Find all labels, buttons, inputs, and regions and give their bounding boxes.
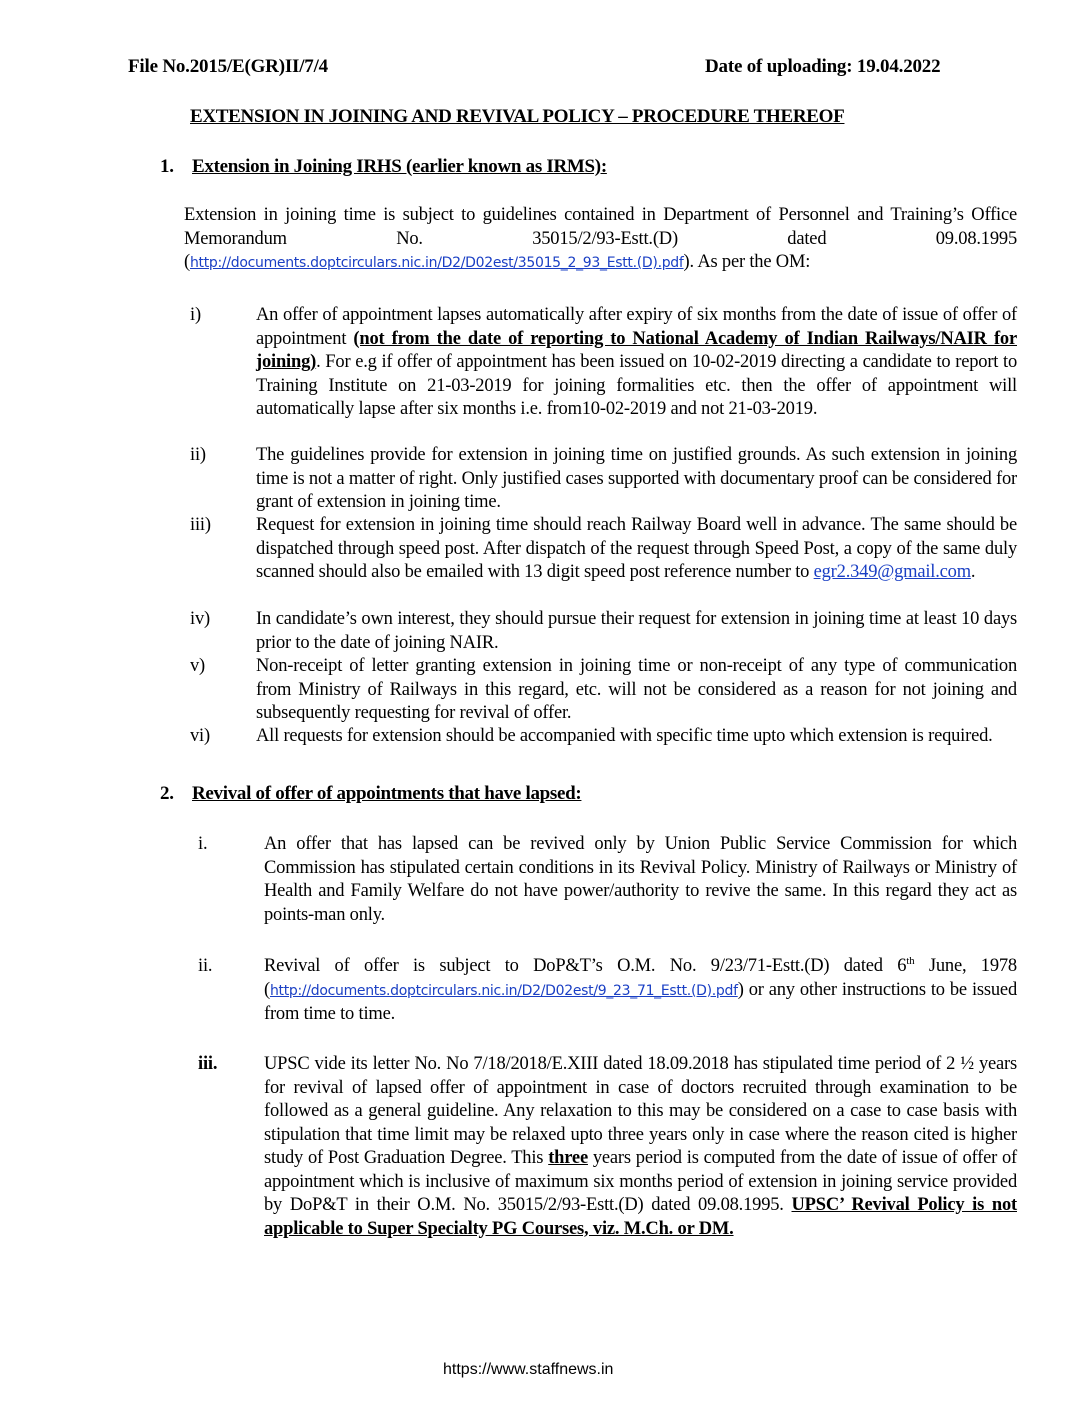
item-marker: iii. bbox=[198, 1054, 218, 1074]
om-link-35015[interactable]: http://documents.doptcirculars.nic.in/D2/D02est/35015_2_93_Estt.(D).pdf bbox=[189, 255, 684, 271]
list-item bbox=[190, 304, 1017, 422]
item-text: In candidate’s own interest, they should pursue their request for extension in joining time at least 10 days prior to the date of joining NAIR. bbox=[256, 609, 1017, 653]
item-marker: ii) bbox=[190, 445, 206, 465]
intro-tail: ). As per the OM: bbox=[683, 252, 811, 272]
list-item bbox=[190, 655, 1017, 726]
emphasis-text: (not from the date of reporting to National Academy of Indian Railways/NAIR for joining) bbox=[256, 328, 1017, 372]
footer-url: https://www.staffnews.in bbox=[443, 1361, 614, 1378]
item-text: Revival of offer is subject to DoP&T’s O.M. No. 9/23/71-Estt.(D) dated 6 bbox=[264, 956, 907, 976]
item-text: June, 1978 ( bbox=[264, 956, 1017, 1000]
item-text: UPSC vide its letter No. No 7/18/2018/E.XIII dated 18.09.2018 has stipulated time period of 2 ½ years for revival of lapsed offer of appointment in case of doctors recruited through examination to be followed as a general guideline. Any relaxation to this may be considered on a case to case basis with stipulation that time limit may be relaxed upto three years only in case where the reason cited is higher study of Post Graduation Degree. This bbox=[264, 1054, 1017, 1168]
intro-text: Extension in joining time is subject to guidelines contained in Department of Personnel and Training’s Office Memorandum No. 35015/2/93-Estt.(D) dated 09.08.1995 ( bbox=[184, 205, 1017, 272]
section-1-intro bbox=[184, 204, 1017, 276]
file-number: File No.2015/E(GR)II/7/4 bbox=[128, 56, 328, 77]
item-text: ) or any other instructions to be issued from time to time. bbox=[264, 979, 1017, 1024]
list-item bbox=[190, 1053, 1017, 1241]
item-text: years period is computed from the date of issue of offer of appointment which is inclusive of maximum six months period of extension in joining service provided by DoP&T in their O.M. No. 35015/2/93-Estt.(D) dated 09.08.1995. bbox=[264, 1148, 1017, 1215]
list-item bbox=[190, 608, 1017, 655]
item-marker: ii. bbox=[198, 956, 213, 976]
list-item bbox=[190, 725, 1017, 749]
item-text: Non-receipt of letter granting extension in joining time or non-receipt of any type of communication from Ministry of Railways in this regard, etc. will not be considered as a reason for not joining and subsequently requesting for revival of offer. bbox=[256, 656, 1017, 723]
emphasis-word: three bbox=[548, 1148, 588, 1168]
section-2-heading bbox=[160, 783, 581, 805]
item-text: . For e.g if offer of appointment has been issued on 10-02-2019 directing a candidate to report to Training Institute on 21-03-2019 for joining formalities etc. then the offer of appointment will automatically lapse after six months i.e. from10-02-2019 and not 21-03-2019. bbox=[256, 352, 1017, 419]
item-text: The guidelines provide for extension in joining time on justified grounds. As such extension in joining time is not a matter of right. Only justified cases supported with documentary proof can be considered for grant of extension in joining time. bbox=[256, 445, 1017, 512]
item-marker: i. bbox=[198, 834, 208, 854]
item-text: All requests for extension should be accompanied with specific time upto which extension is required. bbox=[256, 726, 993, 746]
superscript: th bbox=[906, 954, 915, 967]
item-marker: v) bbox=[190, 656, 206, 676]
section-title: Revival of offer of appointments that have lapsed: bbox=[192, 783, 582, 804]
item-marker: iii) bbox=[190, 515, 211, 535]
item-marker: iv) bbox=[190, 609, 210, 629]
list-item bbox=[190, 514, 1017, 585]
item-marker: vi) bbox=[190, 726, 210, 746]
section-number: 1. bbox=[160, 156, 174, 177]
document-title: EXTENSION IN JOINING AND REVIVAL POLICY – PROCEDURE THEREOF bbox=[190, 106, 845, 127]
item-marker: i) bbox=[190, 305, 201, 325]
emphasis-tail: UPSC’ Revival Policy is not applicable to Super Specialty PG Courses, viz. M.Ch. or DM. bbox=[264, 1195, 1017, 1239]
list-item bbox=[190, 955, 1017, 1027]
item-text: Request for extension in joining time should reach Railway Board well in advance. The same should be dispatched through speed post. After dispatch of the request through Speed Post, a copy of the same duly scanned should also be emailed with 13 digit speed post reference number to bbox=[256, 515, 1017, 582]
item-text: An offer of appointment lapses automatically after expiry of six months from the date of issue of offer of appointment bbox=[256, 305, 1017, 349]
item-text: . bbox=[970, 562, 976, 582]
upload-date: Date of uploading: 19.04.2022 bbox=[705, 56, 941, 77]
item-text: An offer that has lapsed can be revived only by Union Public Service Commission for which Commission has stipulated certain conditions in its Revival Policy. Ministry of Railways or Ministry of Health and Family Welfare do not have power/authority to revive the same. In this regard they act as points-man only. bbox=[264, 834, 1017, 925]
section-number: 2. bbox=[160, 783, 174, 804]
section-1-heading bbox=[160, 156, 607, 178]
list-item bbox=[190, 833, 1017, 927]
section-title: Extension in Joining IRHS (earlier known as IRMS): bbox=[192, 156, 607, 177]
email-link[interactable]: egr2.349@gmail.com bbox=[813, 562, 971, 582]
om-link-9-23-71[interactable]: http://documents.doptcirculars.nic.in/D2/D02est/9_23_71_Estt.(D).pdf bbox=[269, 982, 738, 999]
list-item bbox=[190, 444, 1017, 515]
